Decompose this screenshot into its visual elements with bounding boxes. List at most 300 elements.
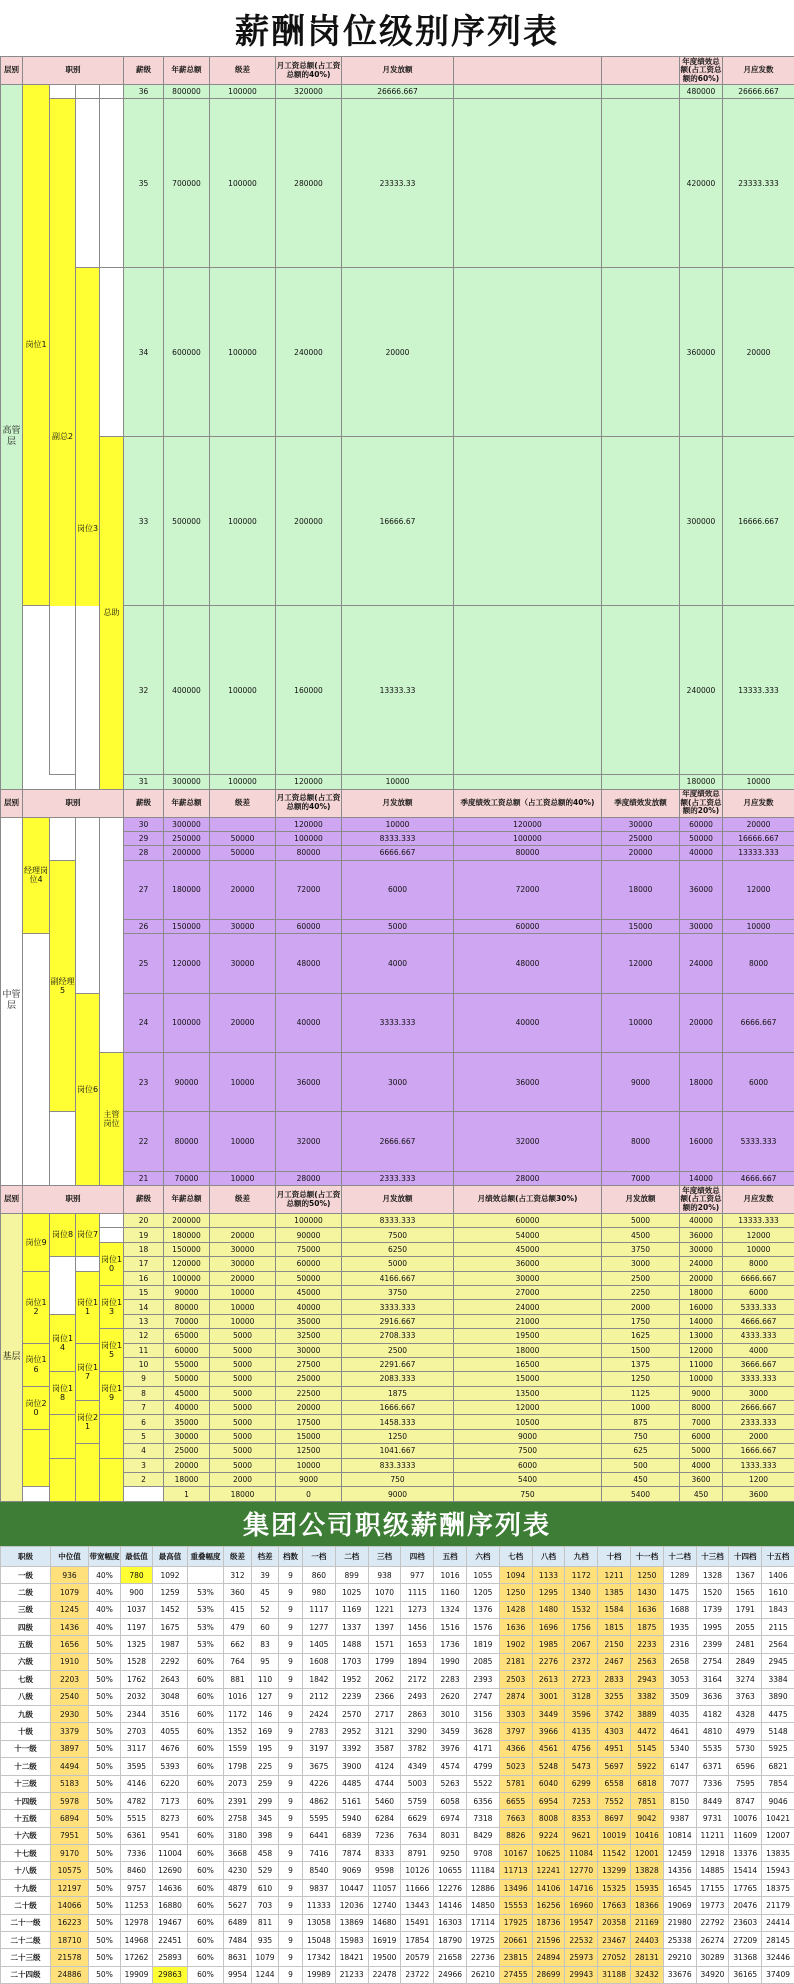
table-cell: 22792	[696, 1914, 729, 1931]
role-spacer	[100, 1228, 124, 1242]
role-label	[100, 1415, 124, 1458]
table-cell: 30000	[680, 1242, 723, 1256]
table-cell: 1324	[434, 1601, 467, 1618]
table-cell: 17342	[303, 1949, 336, 1966]
table-cell: 3750	[342, 1285, 454, 1299]
table-cell: 1500	[602, 1343, 680, 1357]
table-cell: 120000	[276, 775, 342, 789]
column-header: 季度绩效工资总额（占工资总额的40%)	[454, 789, 602, 817]
table-cell: 1405	[303, 1636, 336, 1653]
table-cell: 3668	[224, 1845, 252, 1862]
table-cell: 3675	[303, 1758, 336, 1775]
table-cell: 48000	[454, 934, 602, 993]
column-header: 月工资总额(占工资总额的40%)	[276, 789, 342, 817]
table-cell: 12459	[663, 1845, 696, 1862]
table-cell: 2150	[598, 1636, 631, 1653]
table-cell: 6489	[224, 1914, 252, 1931]
table-cell: 4226	[303, 1775, 336, 1792]
table-cell: 9	[279, 1723, 303, 1740]
table-cell: 10814	[663, 1827, 696, 1844]
table-cell: 13828	[630, 1862, 663, 1879]
table-cell: 29863	[153, 1966, 188, 1983]
table-cell: 80000	[276, 846, 342, 860]
table-cell: 1990	[434, 1653, 467, 1670]
table-cell: 30000	[210, 919, 276, 933]
grade-salary-table	[0, 1546, 794, 1984]
table-cell: 3750	[602, 1242, 680, 1256]
table-cell: 1610	[762, 1584, 794, 1601]
table-cell: 6371	[696, 1758, 729, 1775]
table-cell: 4666.667	[723, 1314, 794, 1328]
table-cell: 2943	[630, 1671, 663, 1688]
table-cell: 1571	[368, 1636, 401, 1653]
table-cell: 50%	[89, 1827, 121, 1844]
table-cell: 18000	[210, 1487, 276, 1501]
role-label: 副总2	[50, 99, 76, 775]
table-cell: 6666.667	[723, 993, 794, 1052]
table-cell: 1211	[598, 1566, 631, 1583]
table-cell: 980	[303, 1584, 336, 1601]
table-cell: 50%	[89, 1966, 121, 1983]
table-cell: 3	[124, 1458, 164, 1472]
table-cell: 1875	[342, 1386, 454, 1400]
table-cell: 400000	[164, 606, 210, 775]
table-cell: 2233	[630, 1636, 663, 1653]
table-cell: 360	[224, 1584, 252, 1601]
table-cell: 5000	[210, 1444, 276, 1458]
column-header: 年薪总额	[164, 789, 210, 817]
table-cell: 23467	[598, 1932, 631, 1949]
table-cell: 6558	[598, 1775, 631, 1792]
table-cell: 16545	[663, 1879, 696, 1896]
table-cell: 10000	[210, 1112, 276, 1171]
table-cell: 4879	[224, 1879, 252, 1896]
table-cell: 32000	[454, 1112, 602, 1171]
table-cell: 16919	[368, 1932, 401, 1949]
table-row	[1, 1705, 794, 1722]
table-row	[1, 1214, 794, 1228]
table-row	[1, 1723, 794, 1740]
table-cell: 3303	[499, 1705, 532, 1722]
table-cell: 21596	[532, 1932, 565, 1949]
table-cell: 50%	[89, 1653, 121, 1670]
table-cell: 90000	[276, 1228, 342, 1242]
table-cell: 4182	[696, 1705, 729, 1722]
table-cell: 1259	[153, 1584, 188, 1601]
table-cell: 34920	[696, 1966, 729, 1983]
table-cell: 1295	[532, 1584, 565, 1601]
table-cell: 9837	[303, 1879, 336, 1896]
grade-label: 十级	[1, 1723, 51, 1740]
table-cell: 2849	[729, 1653, 762, 1670]
table-cell: 1250	[602, 1372, 680, 1386]
column-header: 三档	[368, 1546, 401, 1566]
table-cell: 14356	[663, 1862, 696, 1879]
column-header: 月应发数	[723, 1186, 794, 1214]
table-cell: 8333.333	[342, 1214, 454, 1228]
table-cell: 2292	[153, 1653, 188, 1670]
layer-label: 基层	[1, 1214, 23, 1502]
column-header: 档差	[252, 1546, 279, 1566]
column-header: 二档	[335, 1546, 368, 1566]
table-cell: 15000	[454, 1372, 602, 1386]
table-cell: 95	[252, 1653, 279, 1670]
table-cell: 8791	[401, 1845, 434, 1862]
table-cell: 60000	[454, 919, 602, 933]
table-cell: 1115	[401, 1584, 434, 1601]
table-cell: 60%	[188, 1897, 224, 1914]
role-label: 岗位10	[100, 1242, 124, 1285]
role-label	[76, 85, 100, 99]
table-cell: 22478	[368, 1966, 401, 1983]
table-cell: 6666.667	[723, 1271, 794, 1285]
table-cell: 5145	[630, 1740, 663, 1757]
table-cell: 21169	[630, 1914, 663, 1931]
table-cell: 8000	[602, 1112, 680, 1171]
table-cell: 1041.667	[342, 1444, 454, 1458]
table-cell: 899	[335, 1566, 368, 1583]
table-cell: 529	[252, 1862, 279, 1879]
table-cell: 50%	[89, 1671, 121, 1688]
page-title: 薪酬岗位级别序列表	[0, 0, 794, 56]
table-cell: 1133	[532, 1566, 565, 1583]
table-cell: 60	[252, 1618, 279, 1635]
table-cell: 2723	[565, 1671, 598, 1688]
table-cell: 33	[124, 437, 164, 606]
table-cell: 14850	[466, 1897, 499, 1914]
role-label: 经理岗位4	[23, 817, 50, 934]
table-cell: 9042	[630, 1810, 663, 1827]
table-cell: 1565	[729, 1584, 762, 1601]
table-cell: 83	[252, 1636, 279, 1653]
grade-label: 十五级	[1, 1810, 51, 1827]
table-cell: 20000	[210, 860, 276, 919]
table-cell: 18736	[532, 1914, 565, 1931]
table-cell: 1367	[729, 1566, 762, 1583]
role-label: 岗位8	[50, 1214, 76, 1257]
table-cell: 3636	[696, 1688, 729, 1705]
role-spacer	[76, 1257, 100, 1271]
table-cell: 180000	[680, 775, 723, 789]
table-cell: 6655	[499, 1792, 532, 1809]
table-cell: 8000	[723, 1257, 794, 1271]
table-cell: 6821	[762, 1758, 794, 1775]
table-cell: 4485	[335, 1775, 368, 1792]
table-cell: 60000	[454, 1214, 602, 1228]
table-cell: 7484	[224, 1932, 252, 1949]
table-cell: 150000	[164, 1242, 210, 1256]
table-cell: 9	[279, 1897, 303, 1914]
table-cell: 935	[252, 1932, 279, 1949]
table-cell: 20000	[210, 1228, 276, 1242]
table-cell: 60%	[188, 1914, 224, 1931]
table-cell: 7173	[153, 1792, 188, 1809]
table-cell: 5183	[51, 1775, 89, 1792]
table-cell	[602, 99, 680, 268]
table-cell: 4230	[224, 1862, 252, 1879]
table-cell: 10167	[499, 1845, 532, 1862]
grade-label: 八级	[1, 1688, 51, 1705]
table-cell: 20	[124, 1214, 164, 1228]
table-cell: 4135	[565, 1723, 598, 1740]
table-cell: 5400	[454, 1473, 602, 1487]
table-row	[1, 1052, 794, 1111]
table-cell: 28699	[532, 1966, 565, 1983]
table-cell: 9	[279, 1914, 303, 1931]
table-cell: 9	[279, 1653, 303, 1670]
table-cell: 31188	[598, 1966, 631, 1983]
table-cell: 30000	[210, 934, 276, 993]
table-cell: 2952	[335, 1723, 368, 1740]
role-label	[23, 1429, 50, 1487]
table-cell: 60%	[188, 1705, 224, 1722]
table-cell: 1273	[401, 1601, 434, 1618]
table-cell: 2276	[532, 1653, 565, 1670]
table-cell: 2000	[723, 1429, 794, 1443]
table-cell: 1244	[252, 1966, 279, 1983]
table-row	[1, 1415, 794, 1429]
table-cell: 14716	[565, 1879, 598, 1896]
table-row	[1, 85, 794, 99]
table-cell: 7336	[696, 1775, 729, 1792]
table-cell: 29	[124, 831, 164, 845]
table-cell: 5000	[210, 1401, 276, 1415]
table-cell: 8540	[303, 1862, 336, 1879]
table-cell: 1458.333	[342, 1415, 454, 1429]
table-cell: 60000	[276, 919, 342, 933]
column-header: 五档	[434, 1546, 467, 1566]
table-cell: 610	[252, 1879, 279, 1896]
table-cell: 16256	[532, 1897, 565, 1914]
table-cell: 9	[279, 1932, 303, 1949]
table-cell: 17262	[121, 1949, 153, 1966]
table-cell: 3010	[434, 1705, 467, 1722]
role-spacer	[50, 1112, 76, 1186]
table-cell: 53%	[188, 1636, 224, 1653]
table-cell: 9708	[466, 1845, 499, 1862]
table-cell: 13376	[729, 1845, 762, 1862]
table-cell: 18421	[335, 1949, 368, 1966]
table-cell: 1172	[565, 1566, 598, 1583]
table-cell: 1798	[224, 1758, 252, 1775]
role-label: 岗位19	[100, 1372, 124, 1415]
table-cell: 40%	[89, 1601, 121, 1618]
table-cell: 60%	[188, 1810, 224, 1827]
table-cell: 127	[252, 1688, 279, 1705]
table-cell: 881	[224, 1671, 252, 1688]
table-cell: 2658	[663, 1653, 696, 1670]
table-cell: 811	[252, 1914, 279, 1931]
table-cell: 30000	[602, 817, 680, 831]
table-cell: 24894	[532, 1949, 565, 1966]
table-row	[1, 1671, 794, 1688]
table-cell: 833.3333	[342, 1458, 454, 1472]
column-header: 年薪总额	[164, 1186, 210, 1214]
table-cell: 26	[124, 919, 164, 933]
table-cell: 45000	[454, 1242, 602, 1256]
grade-label: 二级	[1, 1584, 51, 1601]
table-cell: 750	[454, 1487, 602, 1501]
table-cell: 28000	[454, 1171, 602, 1185]
table-cell: 3628	[466, 1723, 499, 1740]
column-header: 最高值	[153, 1546, 188, 1566]
table-cell: 2481	[729, 1636, 762, 1653]
table-cell: 20000	[276, 1401, 342, 1415]
table-cell: 1125	[602, 1386, 680, 1400]
table-cell: 7663	[499, 1810, 532, 1827]
table-cell: 1245	[51, 1601, 89, 1618]
table-cell: 5263	[434, 1775, 467, 1792]
table-cell: 35000	[164, 1415, 210, 1429]
grade-label: 二十一级	[1, 1914, 51, 1931]
table-cell: 6000	[454, 1458, 602, 1472]
table-cell: 50%	[89, 1740, 121, 1757]
table-cell: 450	[680, 1487, 723, 1501]
table-cell: 26210	[466, 1966, 499, 1983]
table-cell: 23815	[499, 1949, 532, 1966]
table-cell: 4951	[598, 1740, 631, 1757]
role-label	[100, 1458, 124, 1501]
table-cell: 240000	[680, 606, 723, 775]
grade-label: 十四级	[1, 1792, 51, 1809]
table-cell: 1528	[121, 1653, 153, 1670]
table-cell: 10	[124, 1357, 164, 1371]
table-cell: 11084	[565, 1845, 598, 1862]
table-cell: 2372	[565, 1653, 598, 1670]
table-cell: 12276	[434, 1879, 467, 1896]
table-cell: 8429	[466, 1827, 499, 1844]
column-header: 月发放额	[342, 1186, 454, 1214]
table-cell: 12000	[680, 1343, 723, 1357]
table-cell: 6818	[630, 1775, 663, 1792]
table-cell: 12000	[602, 934, 680, 993]
grade-label: 十八级	[1, 1862, 51, 1879]
grade-label: 十二级	[1, 1758, 51, 1775]
table-cell: 2062	[368, 1671, 401, 1688]
table-cell: 6666.667	[342, 846, 454, 860]
table-cell: 479	[224, 1618, 252, 1635]
table-cell: 1250	[499, 1584, 532, 1601]
table-cell: 13333.333	[723, 1214, 794, 1228]
table-cell: 60%	[188, 1845, 224, 1862]
table-cell: 20358	[598, 1914, 631, 1931]
table-cell: 1337	[335, 1618, 368, 1635]
table-cell: 60%	[188, 1879, 224, 1896]
table-cell: 2930	[51, 1705, 89, 1722]
table-cell: 90000	[164, 1285, 210, 1299]
table-cell: 11	[124, 1343, 164, 1357]
table-cell	[454, 85, 602, 99]
grade-label: 二十四级	[1, 1966, 51, 1983]
table-cell: 12770	[565, 1862, 598, 1879]
table-cell: 55000	[164, 1357, 210, 1371]
table-cell: 4000	[723, 1343, 794, 1357]
table-cell: 10126	[401, 1862, 434, 1879]
table-cell: 3797	[499, 1723, 532, 1740]
table-cell: 23	[124, 1052, 164, 1111]
table-cell: 5627	[224, 1897, 252, 1914]
table-cell: 6894	[51, 1810, 89, 1827]
table-cell: 5000	[210, 1329, 276, 1343]
table-cell: 180000	[164, 860, 210, 919]
table-cell: 33676	[663, 1966, 696, 1983]
table-cell: 10500	[454, 1415, 602, 1429]
table-cell: 2083.333	[342, 1372, 454, 1386]
table-cell: 24000	[680, 1257, 723, 1271]
table-cell: 22	[124, 1112, 164, 1171]
table-cell: 1221	[368, 1601, 401, 1618]
table-cell: 500000	[164, 437, 210, 606]
grade-label: 十九级	[1, 1879, 51, 1896]
table-cell: 1016	[224, 1688, 252, 1705]
table-cell: 20000	[680, 1271, 723, 1285]
table-cell: 1559	[224, 1740, 252, 1757]
table-cell: 70000	[164, 1314, 210, 1328]
table-cell: 15325	[598, 1879, 631, 1896]
table-cell: 10076	[729, 1810, 762, 1827]
table-cell: 1197	[121, 1618, 153, 1635]
table-cell: 2833	[598, 1671, 631, 1688]
table-cell: 750	[602, 1429, 680, 1443]
table-cell: 2708.333	[342, 1329, 454, 1343]
role-spacer	[100, 817, 124, 1052]
table-cell: 6284	[368, 1810, 401, 1827]
table-cell: 420000	[680, 99, 723, 268]
table-cell: 1576	[466, 1618, 499, 1635]
table-cell: 1636	[499, 1618, 532, 1635]
table-cell: 7318	[466, 1810, 499, 1827]
table-cell: 23722	[401, 1966, 434, 1983]
table-cell: 20000	[723, 268, 794, 437]
table-cell: 14885	[696, 1862, 729, 1879]
table-cell: 5400	[602, 1487, 680, 1501]
table-cell: 39	[252, 1566, 279, 1583]
table-cell: 20000	[723, 817, 794, 831]
grade-label: 二十三级	[1, 1949, 51, 1966]
table-cell: 1169	[335, 1601, 368, 1618]
table-row	[1, 99, 794, 268]
column-header: 十五档	[762, 1546, 794, 1566]
table-cell: 5393	[153, 1758, 188, 1775]
table-row	[1, 1740, 794, 1757]
table-cell: 1480	[532, 1601, 565, 1618]
table-cell: 1475	[663, 1584, 696, 1601]
table-cell: 11004	[153, 1845, 188, 1862]
grade-label: 四级	[1, 1618, 51, 1635]
table-cell: 10416	[630, 1827, 663, 1844]
table-cell: 9	[279, 1775, 303, 1792]
table-cell: 4641	[663, 1723, 696, 1740]
table-cell: 703	[252, 1897, 279, 1914]
table-cell: 24414	[762, 1914, 794, 1931]
table-cell: 12886	[466, 1879, 499, 1896]
table-cell: 17114	[466, 1914, 499, 1931]
table-cell: 50000	[210, 831, 276, 845]
table-cell: 3121	[368, 1723, 401, 1740]
table-cell: 13299	[598, 1862, 631, 1879]
table-cell: 4744	[368, 1775, 401, 1792]
table-cell: 7595	[729, 1775, 762, 1792]
table-cell: 3459	[434, 1723, 467, 1740]
table-cell: 3255	[598, 1688, 631, 1705]
table-cell: 3053	[663, 1671, 696, 1688]
table-cell: 1656	[51, 1636, 89, 1653]
table-cell: 15414	[729, 1862, 762, 1879]
table-cell: 2055	[729, 1618, 762, 1635]
table-cell: 1815	[598, 1618, 631, 1635]
role-spacer	[23, 606, 100, 789]
table-cell: 1935	[663, 1618, 696, 1635]
